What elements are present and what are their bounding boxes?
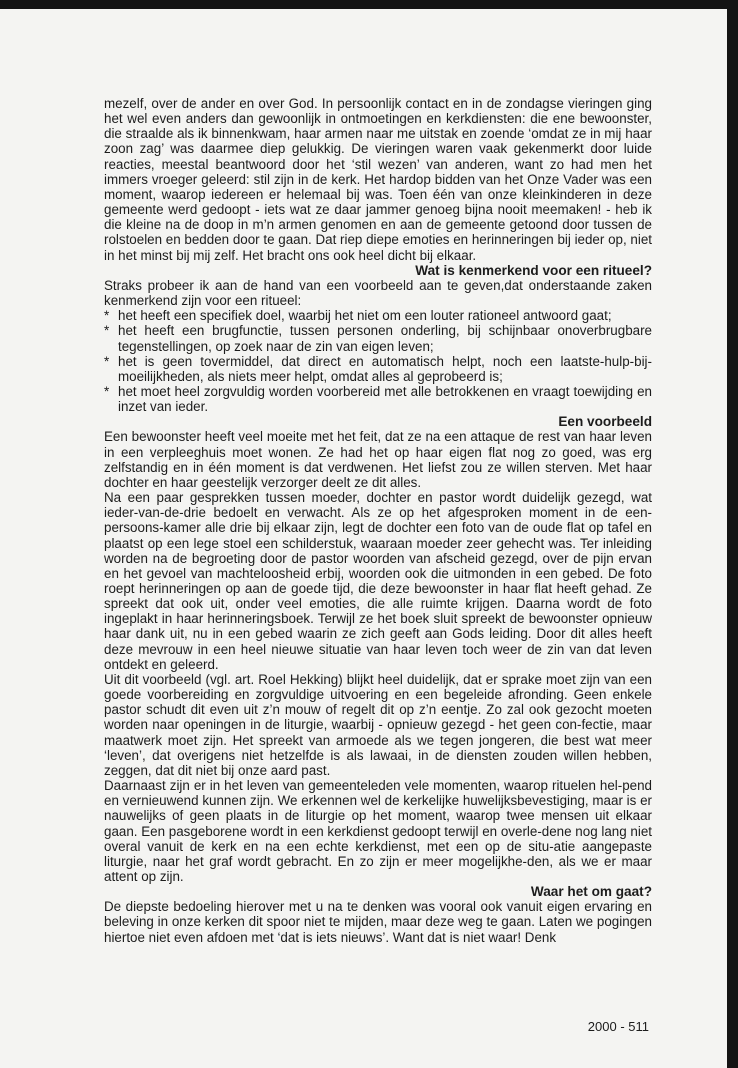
section-heading-ritueel: Wat is kenmerkend voor een ritueel? bbox=[415, 262, 652, 278]
section-heading-voorbeeld: Een voorbeeld bbox=[558, 414, 652, 430]
characteristics-list bbox=[104, 308, 652, 414]
list-item bbox=[104, 323, 652, 353]
scan-top-edge bbox=[0, 0, 738, 9]
article-body bbox=[104, 96, 652, 945]
list-item-text: het moet heel zorgvuldig worden voorbereid met alle betrokkenen en vraagt toewijding en inzet van ieder. bbox=[118, 383, 652, 415]
list-item bbox=[104, 384, 652, 414]
page-number: 2000 - 511 bbox=[587, 1019, 649, 1034]
list-item bbox=[104, 308, 652, 323]
list-item bbox=[104, 354, 652, 384]
bullet-marker: * bbox=[104, 383, 110, 399]
paragraph: Een bewoonster heeft veel moeite met het feit, dat ze na een attaque de rest van haar leven in een verpleeghuis moet wonen. Ze had het op haar eigen flat nog zo goed, was erg zelfstandig en in één moment is dat verdwenen. Het liefst zou ze willen sterven. Met haar dochter en haar geestelijk verzorger deelt ze dit alles. bbox=[104, 429, 652, 490]
list-item-text: het heeft een brugfunctie, tussen personen onderling, bij schijnbaar onoverbrugbare tegenstellingen, op zoek naar de zin van eigen leven; bbox=[118, 323, 652, 354]
bullet-marker: * bbox=[104, 323, 110, 339]
paragraph: Na een paar gesprekken tussen moeder, dochter en pastor wordt duidelijk gezegd, wat ieder-van-de-drie bedoelt en verwacht. Als ze op het afgesproken moment in de een-persoons-kamer alle drie bij elkaar zijn, legt de dochter een foto van de oude flat op tafel en plaatst op een lege stoel een schilderstuk, waaraan moeder zeer gehecht was. Ter inleiding worden na de begroeting door de pastor woorden van afscheid gezegd, over de pijn ervan en het gevoel van machteloosheid erbij, woorden ook die uitmonden in een gebed. De foto roept herinneringen op aan de goede tijd, die deze bewoonster in haar flat heeft gehad. Ze spreekt dat ook uit, onder veel emoties, die alle ruimte krijgen. Daarna wordt de foto ingeplakt in haar herinneringsboek. Terwijl ze het boek sluit spreekt de bewoonster opnieuw haar dank uit, nu in een gebed waarin ze zich geeft aan Gods leiding. Door dit alles heeft deze mevrouw in een heel nieuwe situatie van haar leven toch weer de zin van dat leven ontdekt en geleerd. bbox=[104, 490, 652, 672]
paragraph: Straks probeer ik aan de hand van een voorbeeld aan te geven,dat onderstaande zaken kenmerkend zijn voor een ritueel: bbox=[104, 277, 652, 309]
paragraph: De diepste bedoeling hierover met u na te denken was vooral ook vanuit eigen ervaring en beleving in onze kerken dit spoor niet te mijden, maar deze weg te gaan. Laten we pogingen hiertoe niet even afdoen met ‘dat is iets nieuws’. Want dat is niet waar! Denk bbox=[104, 899, 652, 945]
list-item-text: het is geen tovermiddel, dat direct en automatisch helpt, noch een laatste-hulp-bij-moeilijkheden, als niets meer helpt, omdat alles al geprobeerd is; bbox=[118, 353, 652, 384]
paragraph: Uit dit voorbeeld (vgl. art. Roel Hekking) blijkt heel duidelijk, dat er sprake moet zijn van een goede voorbereiding en zorgvuldige uitvoering en een begeleide afronding. Geen enkele pastor schudt dit even uit z’n mouw of regelt dit op z’n eentje. Zo zal ook gezocht moeten worden naar openingen in de liturgie, waarbij - opnieuw gezegd - het geen con-fectie, maar maatwerk moet zijn. Het spreekt van armoede als we tegen jongeren, die best wat meer ‘leven’, dat overigens niet hetzelfde is als lawaai, in de diensten zouden willen hebben, zeggen, dat dit niet bij onze aard past. bbox=[104, 671, 652, 778]
list-item-text: het heeft een specifiek doel, waarbij het niet om een louter rationeel antwoord gaat; bbox=[118, 308, 612, 324]
paragraph: mezelf, over de ander en over God. In persoonlijk contact en in de zondagse vieringen ging het wel even anders dan gewoonlijk in ontmoetingen en kerkdiensten: die ene bewoonster, die straalde als ik binnenkwam, haar armen naar me uitstak en zoende ‘omdat ze in mij haar zoon zag’ was daarmee diep gelukkig. De vieringen waren vaak gekenmerkt door luide reacties, meestal beantwoord door het ‘stil wezen’ van anderen, want zo had men het immers vroeger geleerd: stil zijn in de kerk. Het hardop bidden van het Onze Vader was een moment, waarop iedereen er helemaal bij was. Toen één van onze kleinkinderen in deze gemeente werd gedoopt - iets wat ze daar jammer genoeg bijna nooit meemaken! - heb ik die kleine na de doop in m’n armen genomen en aan de gemeente getoond door tussen de rolstoelen en bedden door te gaan. Dat riep diepe emoties en herinneringen bij ieder op, niet in het minst bij mij zelf. Het bracht ons ook heel dicht bij elkaar. bbox=[104, 96, 652, 263]
section-heading-waar-het-om-gaat: Waar het om gaat? bbox=[530, 884, 652, 900]
bullet-marker: * bbox=[104, 308, 110, 324]
scan-right-edge bbox=[727, 0, 738, 1068]
bullet-marker: * bbox=[104, 353, 110, 369]
paragraph: Daarnaast zijn er in het leven van gemeenteleden vele momenten, waarop rituelen hel-pend en vernieuwend kunnen zijn. We erkennen wel de kerkelijke huwelijksbevestiging, maar is er nauwelijks of geen plaats in de liturgie op het moment, waarop twee mensen uit elkaar gaan. Een pasgeborene wordt in een kerkdienst gedoopt terwijl en overle-dene nog lang niet overal vanuit de kerk en na een echte kerkdienst, met een op de situ-atie aangepaste liturgie, naar het graf wordt gebracht. En zo zijn er meer mogelijkhe-den, als we er maar attent op zijn. bbox=[104, 778, 652, 884]
